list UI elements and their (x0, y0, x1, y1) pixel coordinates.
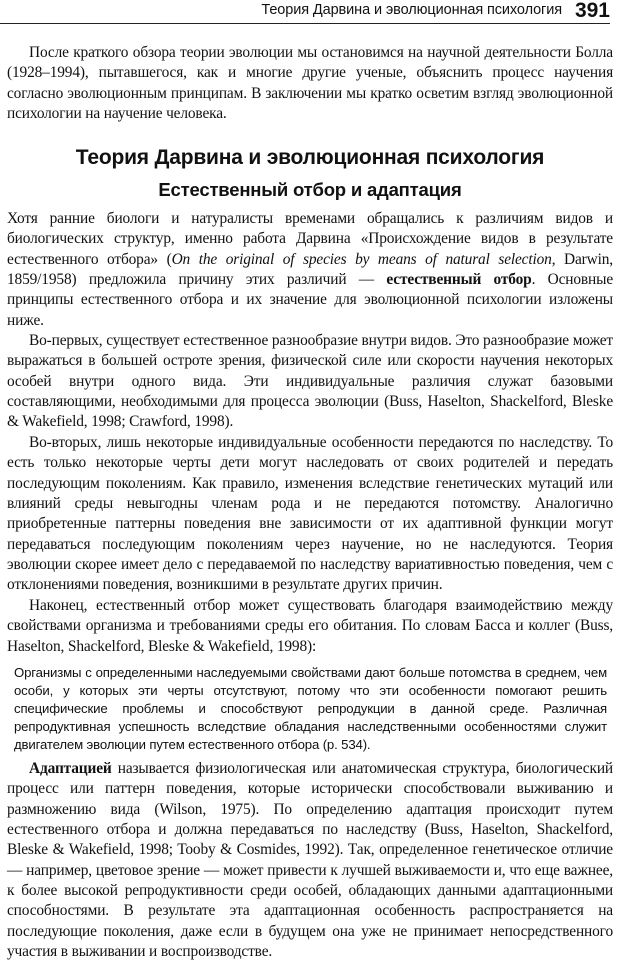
header-rule (0, 23, 610, 24)
section-subheading: Естественный отбор и адаптация (158, 179, 462, 200)
paragraph-second-principle: Во-вторых, лишь некоторые индивидуальные особенности передаются по наследству. То есть только некоторые черты дети могут наследовать от своих родителей и передать последующим поколениям. Как правило, изменения вследствие генетических мутаций или влияний среды невыгодны членам рода и не передаются потомству. Аналогично приобретенные паттерны поведения вне зависимости от их адаптивной функции могут передаваться последующим поколениям через научение, но не наследуются. Теория эволюции скорее имеет дело с передаваемой по наследству вариативностью поведения, чем с отклонениями поведения, возникшими в результате других причин. (7, 434, 613, 594)
running-head (0, 0, 620, 26)
para1-text-start: Хотя ранние биологи и натуралисты временами обращались к различиям видов и биологических структур, именно работа Дарвина «Происхождение видов в результате естественного отбора» ( (7, 210, 613, 268)
paragraph-adaptation (7, 759, 613, 962)
term-adaptation: Адаптацией (29, 760, 112, 777)
para1-text-middle: , Darwin, 1859/1958) предложила причину этих различий — (7, 250, 613, 289)
intro-paragraph: После краткого обзора теории эволюции мы остановимся на научной деятельности Болла (1928–1994), пытавшегося, как и многие другие ученые, объяснить процесс научения согласно эволюционным принципам. В заключении мы кратко осветим взгляд эволюционной психологии на научение человека. (7, 44, 613, 123)
para1-text-end: . Основные принципы естественного отбора и их значение для эволюционной психологии изложены ниже. (7, 271, 614, 329)
page-number: 391 (574, 0, 610, 22)
running-head-title: Теория Дарвина и эволюционная психология (261, 2, 562, 18)
block-quote: Организмы с определенными наследуемыми свойствами дают больше потомства в среднем, чем особи, у которых эти черты отсутствуют, потому что эти особенности помогают решить специфические проблемы и способствуют репродукции в данной среде. Различная репродуктивная успешность вследствие обладания наследственными особенностями служит двигателем эволюции путем естественного отбора (p. 534). (14, 665, 607, 752)
paragraph-third-principle: Наконец, естественный отбор может существовать благодаря взаимодействию между свойствами организма и требованиями среды его обитания. По словам Басса и коллег (Buss, Haselton, Shackelford, Bleske & Wakefield, 1998): (7, 597, 613, 655)
paragraph-first-principle: Во-первых, существует естественное разнообразие внутри видов. Это разнообразие может выражаться в большей остроте зрения, физической силе или скорости научения некоторых особей внутри одного вида. Эти индивидуальные различия служат базовыми составляющими, необходимыми для процесса эволюции (Buss, Haselton, Shackelford, Bleske & Wakefield, 1998; Crawford, 1998). (7, 332, 613, 431)
paragraph-natural-selection (7, 209, 613, 331)
section-heading: Теория Дарвина и эволюционная психология (75, 146, 545, 169)
term-natural-selection: естественный отбор (386, 271, 532, 289)
book-title-italic: On the original of species by means of natural selection (171, 250, 552, 268)
para5-text: называется физиологическая или анатомическая структура, биологический процесс или паттерн поведения, которые исторически способствовали выживанию и размножению вида (Wilson, 1975). По определению адаптация происходит путем естественного отбора и должна передаваться по наследству (Buss, Haselton, Shackelford, Bleske & Wakefield, 1998; Tooby & Cosmides, 1992). Так, определенное генетическое отличие — например, цветовое зрение — может привести к лучшей выживаемости и, что еще важнее, к более высокой репродуктивности среди особей, обладающих данными адаптационными способностями. В результате эта адаптационная особенность распространяется на последующие поколения, даже если в будущем она уже не принимает непосредственного участия в выживании и воспроизводстве. (7, 760, 613, 961)
